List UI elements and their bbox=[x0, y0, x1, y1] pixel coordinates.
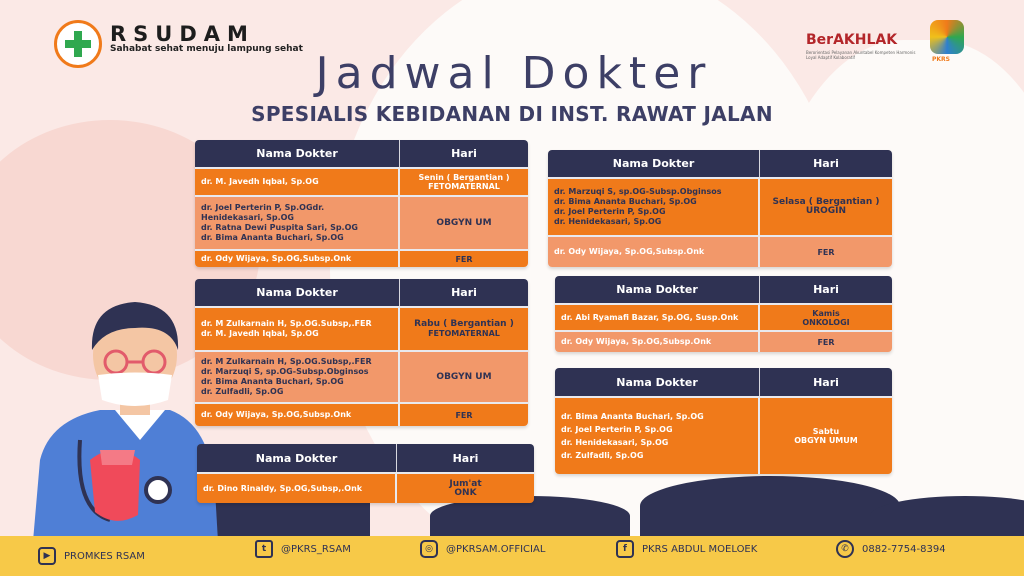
youtube-icon: ▶ bbox=[38, 547, 56, 565]
doctor-name: dr. Bima Ananta Buchari, Sp.OG bbox=[561, 412, 704, 421]
doctor-name: dr. Henidekasari, Sp.OG bbox=[561, 438, 669, 447]
table-row bbox=[548, 177, 892, 235]
table-row bbox=[195, 195, 528, 249]
schedule-table-jumat bbox=[197, 444, 534, 503]
header-day: Hari bbox=[813, 283, 839, 296]
clinic-label: ONK bbox=[454, 487, 477, 498]
doctor-name: dr. Marzuqi S, sp.OG-Subsp.Obginsos bbox=[554, 187, 722, 196]
doctor-name: dr. Zulfadli, Sp.OG bbox=[561, 451, 644, 460]
footer-whatsapp[interactable] bbox=[836, 540, 946, 558]
footer-twitter[interactable] bbox=[255, 540, 351, 558]
doctor-name: dr. M Zulkarnain H, Sp.OG.Subsp,.FER bbox=[201, 319, 372, 328]
twitter-handle: @PKRS_RSAM bbox=[281, 543, 351, 555]
header-day: Hari bbox=[813, 375, 839, 389]
doctor-name: dr. M. Javedh Iqbal, Sp.OG bbox=[201, 177, 319, 186]
page-title: Jadwal Dokter bbox=[315, 48, 713, 99]
clinic-label: ONKOLOGI bbox=[802, 317, 850, 327]
doctor-name: dr. Zulfadli, Sp.OG bbox=[201, 387, 284, 396]
day-label: Jum'at bbox=[449, 478, 482, 489]
doctor-name: dr. Bima Ananta Buchari, Sp.OG bbox=[554, 197, 697, 206]
brand-tagline: Sahabat sehat menuju lampung sehat bbox=[110, 44, 303, 54]
page-subtitle: SPESIALIS KEBIDANAN DI INST. RAWAT JALAN bbox=[251, 102, 773, 126]
doctor-name: dr. Ody Wijaya, Sp.OG,Subsp.Onk bbox=[554, 247, 705, 256]
table-row bbox=[197, 472, 534, 503]
youtube-handle: PROMKES RSAM bbox=[64, 550, 145, 562]
berakhlak-logo: BerAKHLAK bbox=[806, 32, 898, 48]
table-row bbox=[195, 249, 528, 267]
footer-facebook[interactable] bbox=[616, 540, 757, 558]
doctor-name: dr. Dino Rinaldy, Sp.OG,Subsp,.Onk bbox=[203, 483, 363, 493]
doctor-name: dr. M. Javedh Iqbal, Sp.OG bbox=[201, 329, 319, 338]
table-row bbox=[195, 402, 528, 426]
doctor-name: dr. Ody Wijaya, Sp.OG,Subsp.Onk bbox=[201, 410, 352, 419]
table-row bbox=[548, 235, 892, 267]
doctor-name: dr. Joel Perterin P, Sp.OG bbox=[561, 425, 673, 434]
background-wave bbox=[870, 496, 1024, 536]
facebook-icon: f bbox=[616, 540, 634, 558]
header-day: Hari bbox=[813, 157, 839, 170]
header-doctor: Nama Dokter bbox=[555, 276, 760, 303]
header-day: Hari bbox=[452, 451, 479, 465]
doctor-name: dr. Bima Ananta Buchari, Sp.OG bbox=[201, 377, 344, 386]
doctor-name: Henidekasari, Sp.OG bbox=[201, 213, 294, 222]
clinic-label: FER bbox=[455, 254, 473, 264]
doctor-name: dr. Ody Wijaya, Sp.OG,Subsp.Onk bbox=[201, 254, 352, 263]
clinic-label: OBGYN UM bbox=[436, 217, 492, 228]
table-row bbox=[555, 303, 892, 330]
schedule-table-rabu bbox=[195, 279, 528, 426]
table-row bbox=[195, 350, 528, 402]
footer-instagram[interactable] bbox=[420, 540, 545, 558]
pkrs-label: PKRS bbox=[932, 56, 950, 63]
clinic-label: FER bbox=[817, 247, 835, 257]
doctor-name: dr. Henidekasari, Sp.OG bbox=[554, 217, 662, 226]
schedule-table-kamis bbox=[555, 276, 892, 352]
table-row bbox=[195, 167, 528, 195]
table-row bbox=[195, 306, 528, 350]
clinic-label: FETOMATERNAL bbox=[428, 329, 500, 338]
brand-name: RSUDAM bbox=[110, 22, 255, 46]
table-row bbox=[555, 396, 892, 474]
whatsapp-icon: ✆ bbox=[836, 540, 854, 558]
table-row bbox=[555, 330, 892, 352]
clinic-label: UROGIN bbox=[805, 206, 847, 216]
clinic-label: FER bbox=[455, 410, 473, 420]
day-label: Sabtu bbox=[812, 427, 840, 436]
day-label: Rabu ( Bergantian ) bbox=[414, 319, 514, 329]
day-label: Senin ( Bergantian ) bbox=[418, 173, 510, 182]
doctor-name: dr. Joel Perterin P, Sp.OG bbox=[554, 207, 666, 216]
doctor-name: dr. Ody Wijaya, Sp.OG,Subsp.Onk bbox=[561, 337, 712, 346]
header-doctor: Nama Dokter bbox=[548, 150, 760, 177]
schedule-table-sabtu bbox=[555, 368, 892, 474]
doctor-name: dr. Bima Ananta Buchari, Sp.OG bbox=[201, 233, 344, 242]
day-label: Kamis bbox=[812, 308, 840, 318]
footer-bar bbox=[0, 536, 1024, 576]
doctor-name: dr. Abi Ryamafi Bazar, Sp.OG, Susp.Onk bbox=[561, 312, 739, 322]
clinic-label: FER bbox=[817, 337, 835, 347]
schedule-table-selasa bbox=[548, 150, 892, 267]
schedule-table-senin bbox=[195, 140, 528, 267]
header-doctor: Nama Dokter bbox=[195, 279, 400, 306]
berakhlak-subtitle: Berorientasi Pelayanan Akuntabel Kompeten Harmonis Loyal Adaptif Kolaboratif bbox=[806, 50, 916, 60]
header-doctor: Nama Dokter bbox=[197, 444, 397, 472]
header-day: Hari bbox=[451, 147, 477, 160]
doctor-name: dr. Marzuqi S, sp.OG-Subsp.Obginsos bbox=[201, 367, 369, 376]
header-doctor: Nama Dokter bbox=[555, 368, 760, 396]
clinic-label: FETOMATERNAL bbox=[428, 182, 500, 191]
clinic-label: OBGYN UMUM bbox=[794, 436, 858, 445]
doctor-name: dr. Joel Perterin P, Sp.OGdr. bbox=[201, 203, 325, 212]
header-doctor: Nama Dokter bbox=[195, 140, 400, 167]
clinic-label: OBGYN UM bbox=[436, 371, 492, 382]
doctor-name: dr. M Zulkarnain H, Sp.OG.Subsp,.FER bbox=[201, 357, 372, 366]
doctor-illustration bbox=[20, 290, 220, 576]
doctor-name: dr. Ratna Dewi Puspita Sari, Sp.OG bbox=[201, 223, 358, 232]
footer-youtube[interactable] bbox=[38, 547, 145, 565]
twitter-icon: t bbox=[255, 540, 273, 558]
background-wave bbox=[640, 476, 900, 536]
instagram-icon: ◎ bbox=[420, 540, 438, 558]
whatsapp-number: 0882-7754-8394 bbox=[862, 543, 946, 555]
facebook-handle: PKRS ABDUL MOELOEK bbox=[642, 543, 758, 555]
header-day: Hari bbox=[451, 286, 477, 299]
instagram-handle: @PKRSAM.OFFICIAL bbox=[446, 543, 546, 555]
day-label: Selasa ( Bergantian ) bbox=[772, 197, 880, 207]
